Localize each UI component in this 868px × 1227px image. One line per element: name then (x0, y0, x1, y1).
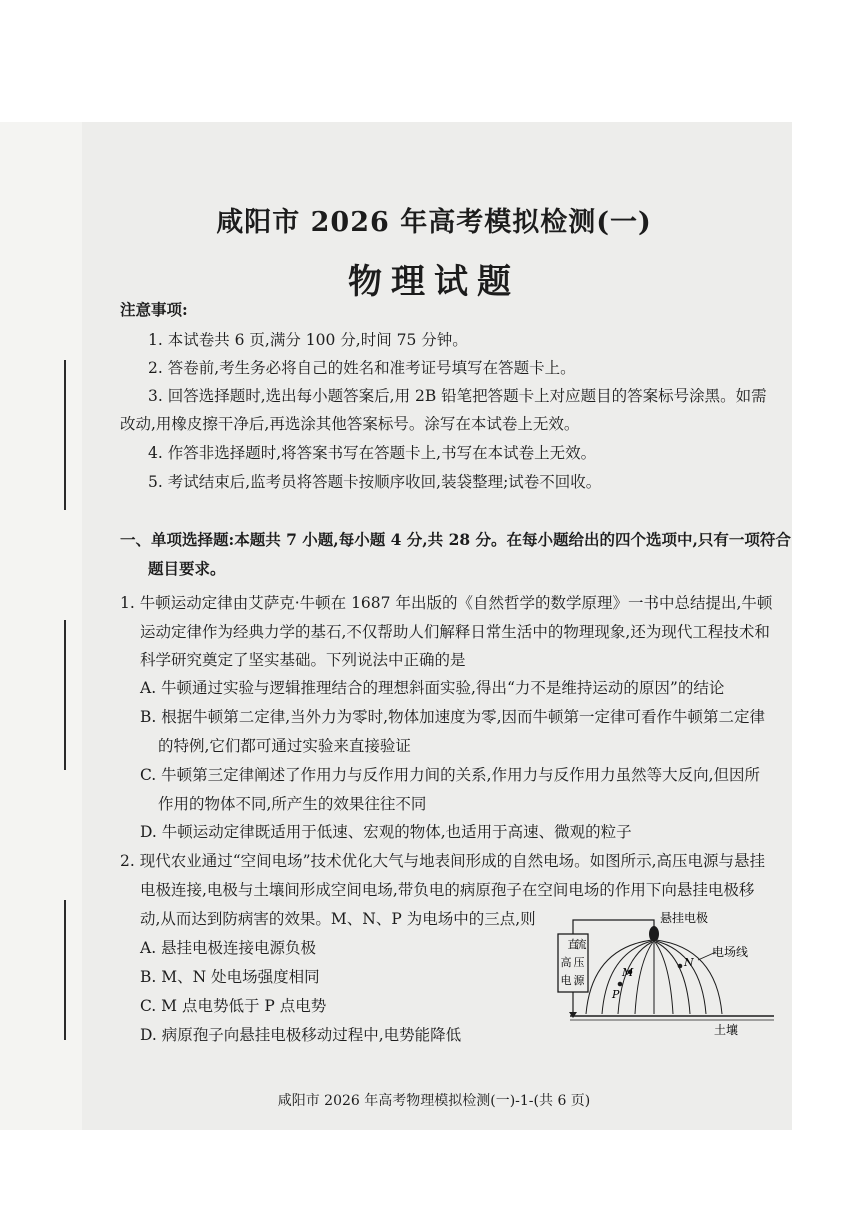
name-line (64, 900, 66, 1040)
question-1-option-a: A. 牛顿通过实验与逻辑推理结合的理想斜面实验,得出“力不是维持运动的原因”的结论 (140, 679, 725, 697)
power-supply-label: 源 (573, 974, 585, 987)
field-line (656, 941, 706, 1014)
name-line (64, 620, 66, 770)
question-1-option-c: C. 牛顿第三定律阐述了作用力与反作用力间的关系,作用力与反作用力虽然等大反向,但因所 (140, 766, 761, 784)
electrode-label: 悬挂电极 (660, 911, 709, 925)
question-2-option-d: D. 病原孢子向悬挂电极移动过程中,电势能降低 (140, 1026, 462, 1044)
question-1-option-c: 作用的物体不同,所产生的效果往往不同 (158, 795, 427, 813)
electric-field-diagram (552, 908, 782, 1040)
question-1-stem: 科学研究奠定了坚实基础。下列说法中正确的是 (140, 651, 466, 669)
question-1-option-b: 的特例,它们都可通过实验来直接验证 (158, 737, 411, 755)
question-1-option-d: D. 牛顿运动定律既适用于低速、宏观的物体,也适用于高速、微观的粒子 (140, 823, 632, 841)
subject-title: 物理试题 (348, 262, 520, 302)
notice-heading: 注意事项: (120, 300, 188, 319)
power-supply-label: 压 (573, 956, 585, 969)
question-2-option-a: A. 悬挂电极连接电源负极 (140, 939, 317, 957)
page-footer: 咸阳市 2026 年高考物理模拟检测(一)-1-(共 6 页) (277, 1093, 591, 1109)
power-supply-label: 电 (560, 974, 572, 987)
exam-title: 咸阳市 2026 年高考模拟检测(一) (216, 207, 652, 238)
notice-item: 改动,用橡皮擦干净后,再选涂其他答案标号。涂写在本试卷上无效。 (120, 415, 580, 433)
wire-to-electrode (573, 920, 654, 934)
question-1-stem: 运动定律作为经典力学的基石,不仅帮助人们解释日常生活中的物理现象,还为现代工程技术和 (140, 623, 770, 641)
power-supply-label: 高 (560, 956, 572, 969)
soil-label: 土壤 (714, 1023, 739, 1037)
section-heading: 题目要求。 (148, 559, 226, 578)
ground-arrow-icon (569, 1012, 577, 1018)
point-n-label: N (684, 956, 694, 969)
point-m-label: M (622, 966, 634, 979)
question-2-stem: 电极连接,电极与土壤间形成空间电场,带负电的病原孢子在空间电场的作用下向悬挂电极移 (140, 881, 755, 899)
field-lines (586, 940, 722, 1014)
power-supply-label: 流 (575, 938, 587, 951)
question-2-stem: 动,从而达到防病害的效果。M、N、P 为电场中的三点,则 (140, 910, 536, 928)
field-line-label: 电场线 (712, 945, 749, 959)
name-line (64, 360, 66, 510)
notice-item: 1. 本试卷共 6 页,满分 100 分,时间 75 分钟。 (148, 331, 468, 349)
notice-item: 5. 考试结束后,监考员将答题卡按顺序收回,装袋整理;试卷不回收。 (148, 473, 602, 491)
notice-item: 3. 回答选择题时,选出每小题答案后,用 2B 铅笔把答题卡上对应题目的答案标号涂黑。如需 (148, 387, 767, 405)
question-2-option-b: B. M、N 处电场强度相同 (140, 968, 320, 986)
notice-item: 4. 作答非选择题时,将答案书写在答题卡上,书写在本试卷上无效。 (148, 444, 597, 462)
point-p-dot (618, 982, 623, 987)
section-heading: 一、单项选择题:本题共 7 小题,每小题 4 分,共 28 分。在每小题给出的四个选项中,只有一项符合 (120, 530, 791, 549)
question-2-option-c: C. M 点电势低于 P 点电势 (140, 997, 327, 1015)
point-p-label: P (612, 988, 620, 1001)
question-1-stem: 1. 牛顿运动定律由艾萨克·牛顿在 1687 年出版的《自然哲学的数学原理》一书中总结提出,牛顿 (120, 594, 773, 612)
point-n-dot (678, 964, 683, 969)
suspended-electrode (649, 926, 659, 942)
question-1-option-b: B. 根据牛顿第二定律,当外力为零时,物体加速度为零,因而牛顿第一定律可看作牛顿第二定律 (140, 708, 766, 726)
question-2-stem: 2. 现代农业通过“空间电场”技术优化大气与地表间形成的自然电场。如图所示,高压电源与悬挂 (120, 852, 765, 870)
power-supply-label: 直 (567, 938, 579, 951)
notice-item: 2. 答卷前,考生务必将自己的姓名和准考证号填写在答题卡上。 (148, 359, 576, 377)
